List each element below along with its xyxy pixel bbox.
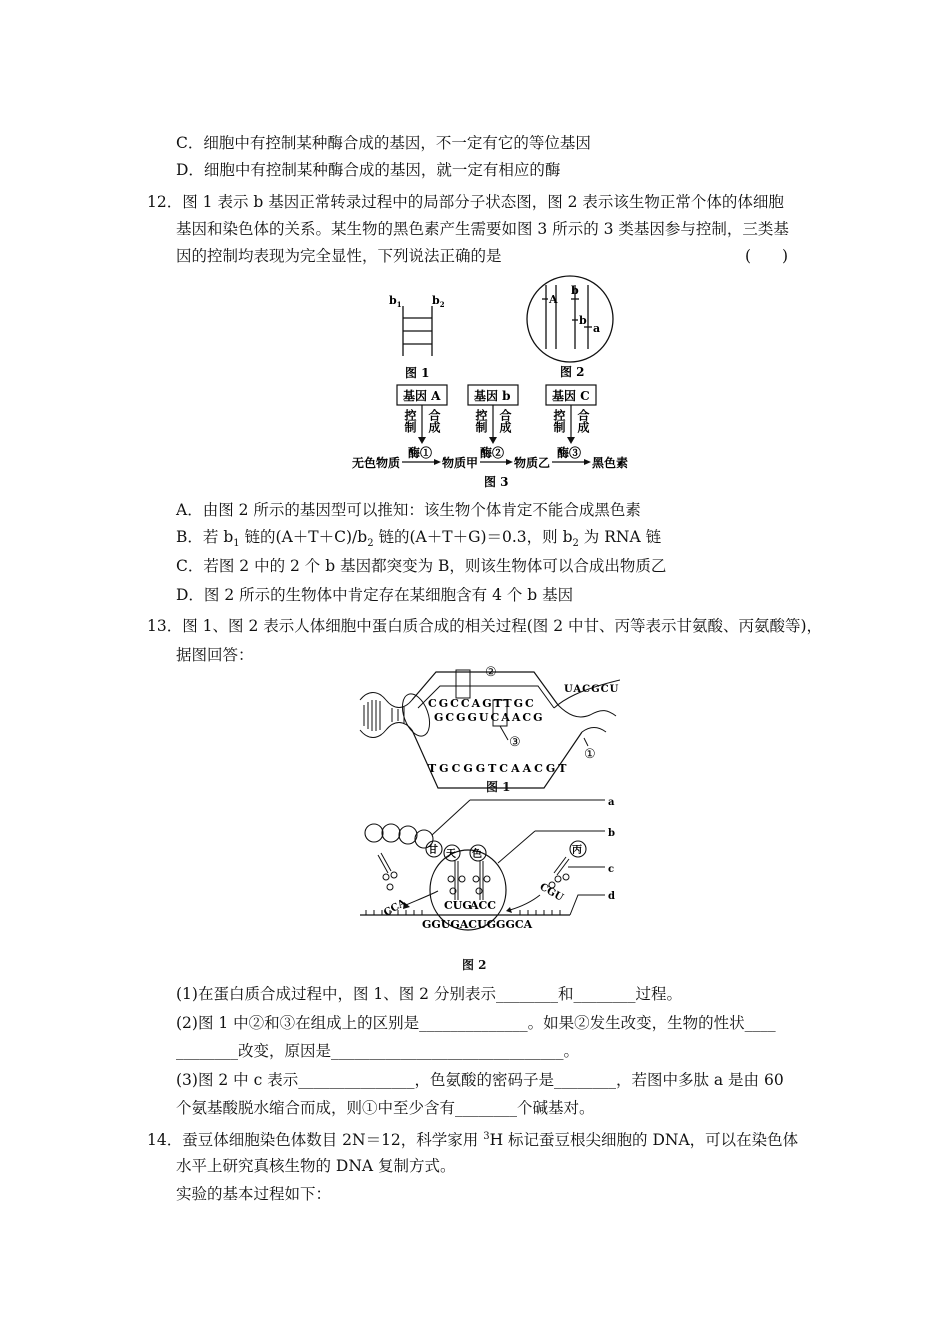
q12-figure-2 xyxy=(520,275,620,383)
label-a: a xyxy=(608,797,615,808)
rna-strand: GCGGUCAACG xyxy=(434,711,545,724)
substance-colorless: 无色物质 xyxy=(352,456,401,470)
q13-stem-line2: 据图回答： xyxy=(176,646,254,664)
aa-tian: 天 xyxy=(446,849,456,860)
gene-a-label: a xyxy=(593,322,601,335)
q12-option-b: B．若 $b_1$ 链的$(A+T+C)/b_2$ 链的(A＋T＋G)＝0.3，则 $b_2$ 为 RNA 链 xyxy=(176,528,662,550)
coding-strand: TGCGGTCAACGT xyxy=(428,762,570,775)
label-1: ① xyxy=(584,747,596,762)
anticodon-cgu: CGU xyxy=(537,881,565,904)
label-2: ② xyxy=(485,665,497,680)
label-b1: b xyxy=(389,294,397,307)
q13-figure-2-caption: 图 2 xyxy=(462,958,487,972)
gene-C-box: 基因 C xyxy=(552,389,590,403)
q13-figure-1-caption: 图 1 xyxy=(486,780,511,794)
svg-text:b2: $b_2$ xyxy=(432,294,445,309)
q11-option-d: D．细胞中有控制某种酶合成的基因，就一定有相应的酶 xyxy=(176,161,561,179)
label-3: ③ xyxy=(509,735,521,750)
substance-jia: 物质甲 xyxy=(442,456,479,470)
control-label-2: 控制 xyxy=(474,409,488,433)
anticodon-acc: ACC xyxy=(470,899,497,912)
gene-A-box: 基因 A xyxy=(403,389,441,403)
q12-figure-3 xyxy=(350,382,640,492)
q12-option-d: D．图 2 所示的生物体中肯定存在某细胞含有 4 个 b 基因 xyxy=(176,586,574,604)
gene-A-label: A xyxy=(549,293,558,306)
q14-stem-line2: 水平上研究真核生物的 DNA 复制方式。 xyxy=(176,1157,456,1175)
aa-bing: 丙 xyxy=(572,845,582,856)
q12-stem-line3: 因的控制均表现为完全显性，下列说法正确的是 xyxy=(176,247,502,265)
q13-figure-1 xyxy=(358,660,620,796)
q13-sub-3-line1: (3)图 2 中 c 表示_______________，色氨酸的密码子是________，若图中多肽 a 是由 60 xyxy=(176,1071,784,1089)
gene-b-box: 基因 b xyxy=(474,389,511,403)
q13-stem-line1: 13．图 1、图 2 表示人体细胞中蛋白质合成的相关过程(图 2 中甘、丙等表示甘氨酸、丙氨酸等)， xyxy=(147,617,823,635)
q12-answer-paren: ( ) xyxy=(745,247,789,265)
gene-b-mid-label: b xyxy=(579,314,587,327)
q13-sub-2-line1: (2)图 1 中②和③在组成上的区别是______________。如果②发生改变，生物的性状____ xyxy=(176,1014,776,1032)
q12-option-a: A．由图 2 所示的基因型可以推知：该生物个体肯定不能合成黑色素 xyxy=(176,501,641,519)
q14-stem-line1: 14．蚕豆体细胞染色体数目 2N＝12，科学家用 $^3$H 标记蚕豆根尖细胞的 DNA，可以在染色体 xyxy=(147,1131,799,1150)
enzyme-1-label: 酶① xyxy=(408,446,433,460)
enzyme-2-label: 酶② xyxy=(480,446,505,460)
label-b: b xyxy=(608,828,615,839)
q12-option-c: C．若图 2 中的 2 个 b 基因都突变为 B，则该生物体可以合成出物质乙 xyxy=(176,557,667,575)
aa-se: 色 xyxy=(472,849,482,860)
enzyme-3-label: 酶③ xyxy=(557,446,582,460)
q13-sub-1: (1)在蛋白质合成过程中，图 1、图 2 分别表示________和________过程。 xyxy=(176,985,682,1003)
q13-sub-2-line2: ________改变，原因是______________________________。 xyxy=(176,1042,580,1060)
synth-label-1: 合成 xyxy=(427,409,441,433)
control-label-3: 控制 xyxy=(552,409,566,433)
substance-melanin: 黑色素 xyxy=(592,456,629,470)
rna-tail: UACGCU xyxy=(564,684,620,695)
mrna-sequence: GGUGACUGGGCA xyxy=(422,918,533,931)
q11-option-c: C．细胞中有控制某种酶合成的基因，不一定有它的等位基因 xyxy=(176,134,591,152)
q13-sub-3-line2: 个氨基酸脱水缩合而成，则①中至少含有________个碱基对。 xyxy=(176,1099,595,1117)
q12-stem-line2: 基因和染色体的关系。某生物的黑色素产生需要如图 3 所示的 3 类基因参与控制，三类基 xyxy=(176,220,789,238)
q12-stem-line1: 12．图 1 表示 b 基因正常转录过程中的局部分子状态图，图 2 表示该生物正常个体的体细胞 xyxy=(147,193,784,211)
anticodon-cca: CCA xyxy=(382,897,409,919)
aa-gan: 甘 xyxy=(428,845,438,856)
synth-label-2: 合成 xyxy=(498,409,512,433)
q13-figure-2 xyxy=(360,795,630,945)
label-d: d xyxy=(608,891,615,902)
anticodon-cug: CUG xyxy=(444,899,472,912)
template-top-strand: CGCCAGTTGC xyxy=(428,697,536,710)
q14-stem-line3: 实验的基本过程如下： xyxy=(176,1185,332,1203)
gene-b-top-label: b xyxy=(571,284,579,297)
q12-figure-1 xyxy=(385,288,455,388)
label-c: c xyxy=(608,864,615,875)
control-label-1: 控制 xyxy=(403,409,417,433)
synth-label-3: 合成 xyxy=(576,409,590,433)
figure-1-caption: 图 1 xyxy=(405,366,430,380)
svg-text:b1: $b_1$ xyxy=(389,294,402,309)
label-b2: b xyxy=(432,294,440,307)
figure-3-caption: 图 3 xyxy=(484,475,509,489)
substance-yi: 物质乙 xyxy=(514,456,551,470)
figure-2-caption: 图 2 xyxy=(560,365,585,379)
